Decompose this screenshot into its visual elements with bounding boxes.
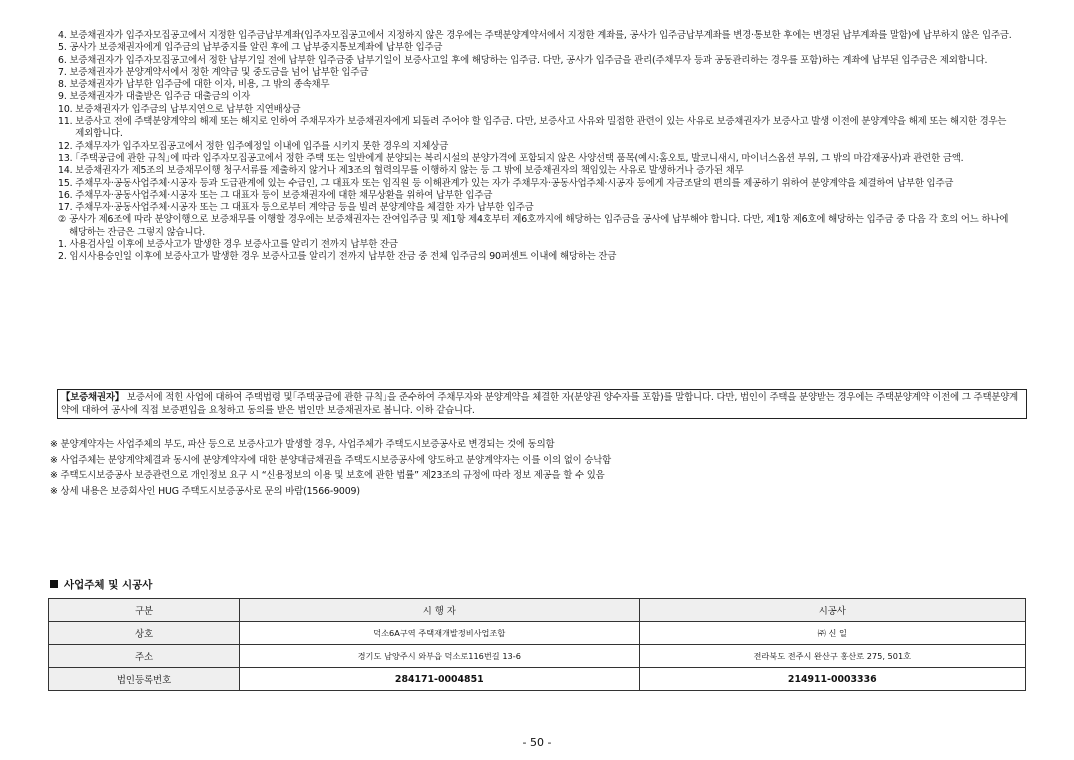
list-item xyxy=(58,214,1016,239)
item-text: 주채무자가 입주자모집공고에서 정한 입주예정일 이내에 입주를 시키지 못한 경우의 지체상금 xyxy=(75,140,449,152)
list-item xyxy=(58,141,1016,153)
list-item xyxy=(58,178,1016,190)
item-text: 보증사고 전에 주택분양계약의 해제 또는 해지로 인하여 주채무자가 보증채권자에게 되돌려 주어야 할 입주금. 다만, 보증사고 사유와 밀접한 관련이 있는 사유로 보증채권자가 보증사고 발생 이전에 분양계약을 해제 또는 해지한 경우는 제외합니다. xyxy=(75,116,1007,140)
item-number: 13. xyxy=(58,152,76,164)
item-number: 5. xyxy=(58,42,70,54)
item-number: 6. xyxy=(58,54,70,66)
list-item xyxy=(58,251,1016,263)
note-line: ※ 사업주체는 분양계약체결과 동시에 분양계약자에 대한 분양대금채권을 주택도시보증공사에 양도하고 분양계약자는 이를 이의 없이 승낙함 xyxy=(50,454,612,466)
item-text: 주채무자·공동사업주체·시공자 등과 도급관계에 있는 수급인, 그 대표자 또는 임직원 등 이해관계가 있는 자가 주채무자·공동사업주체·시공자 등에게 자금조달의 편의를 제공하기 위하여 분양계약을 체결하여 납부한 입주금 xyxy=(75,177,954,189)
item-text: 보증채권자가 제5조의 보증채무이행 청구서류를 제출하지 않거나 제3조의 협력의무를 이행하지 않는 등 그 밖에 보증채권자의 책임있는 사유로 발생하거나 증가된 채무 xyxy=(75,165,744,177)
column-header: 시공사 xyxy=(639,599,1025,622)
list-item xyxy=(58,202,1016,214)
item-text: 공사가 제6조에 따라 분양이행으로 보증채무를 이행할 경우에는 보증채권자는 잔여입주금 및 제1항 제4호부터 제6호까지에 해당하는 입주금을 공사에 납부해야 합니다. 다만, 제1항 제6호에 해당하는 입주금 중 다음 각 호의 어느 하나에 해당하는 잔금은 그렇지 않습니다. xyxy=(69,214,1009,238)
item-text: 보증채권자가 입주금의 납부지연으로 납부한 지연배상금 xyxy=(75,103,301,115)
item-text: 보증채권자가 입주자모집공고에서 지정한 입주금납부계좌(입주자모집공고에서 지정하지 않은 경우에는 주택분양계약서에서 지정한 계좌를, 공사가 입주금납부계좌를 변경·통보한 후에는 변경된 납부계좌를 말함)에 납부하지 않은 입주금. xyxy=(69,30,1012,41)
item-number: 17. xyxy=(58,202,76,214)
item-number: 16. xyxy=(58,189,76,201)
item-text: 보증채권자가 입주자모집공고에서 정한 납부기일 전에 납부한 입주금중 납부기일이 보증사고일 후에 해당하는 입주금. 다만, 공사가 입주금을 관리(주채무자 등과 공동관리하는 경우를 포함)하는 계좌에 납부된 입주금은 제외합니다. xyxy=(69,54,988,66)
item-number: 11. xyxy=(58,116,76,128)
item-text: 보증채권자가 납부한 입주금에 대한 이자, 비용, 그 밖의 종속채무 xyxy=(69,79,330,91)
item-number: 7. xyxy=(58,66,70,78)
builder-cell: 214911-0003336 xyxy=(639,668,1025,691)
builder-cell: ㈜ 신 일 xyxy=(639,622,1025,645)
list-item xyxy=(58,190,1016,202)
item-number: ② xyxy=(58,214,70,226)
table-row xyxy=(49,645,1026,668)
item-number: 15. xyxy=(58,177,76,189)
item-number: 9. xyxy=(58,91,70,103)
list-item xyxy=(58,67,1016,79)
list-item xyxy=(58,42,1016,54)
page-number: - 50 - xyxy=(522,736,552,749)
item-text: 보증채권자가 분양계약서에서 정한 계약금 및 중도금을 넘어 납부한 입주금 xyxy=(69,66,369,78)
list-item xyxy=(58,239,1016,251)
developer-cell: 284171-0004851 xyxy=(240,668,640,691)
developer-cell: 덕소6A구역 주택재개발정비사업조합 xyxy=(240,622,640,645)
note-line: ※ 분양계약자는 사업주체의 부도, 파산 등으로 보증사고가 발생할 경우, 사업주체가 주택도시보증공사로 변경되는 것에 동의함 xyxy=(50,439,555,450)
note-line: ※ 상세 내용은 보증회사인 HUG 주택도시보증공사로 문의 바람(1566-9009) xyxy=(50,485,360,497)
item-text: 보증채권자가 대출받은 입주금 대출금의 이자 xyxy=(69,91,251,103)
item-number: 2. xyxy=(58,251,70,263)
list-item xyxy=(58,30,1016,42)
item-number: 10. xyxy=(58,103,76,115)
item-number: 1. xyxy=(58,239,70,251)
column-header: 시 행 자 xyxy=(240,599,640,622)
company-info-table xyxy=(48,598,1026,691)
list-item xyxy=(58,165,1016,177)
definition-label: 【보증채권자】 xyxy=(61,392,124,403)
notes xyxy=(50,437,611,499)
column-header: 구분 xyxy=(49,599,240,622)
table-row xyxy=(49,622,1026,645)
row-label: 주소 xyxy=(49,645,240,668)
exclusion-list xyxy=(58,30,1016,264)
list-item xyxy=(58,116,1016,141)
item-text: 주채무자·공동사업주체·시공자 또는 그 대표자 등으로부터 계약금 등을 빌려 분양계약을 체결한 자가 납부한 입주금 xyxy=(75,202,534,214)
item-text: 사용검사일 이후에 보증사고가 발생한 경우 보증사고를 알리기 전까지 납부한 잔금 xyxy=(69,239,398,251)
item-text: 주채무자·공동사업주체·시공자 또는 그 대표자 등이 보증채권자에 대한 채무상환을 위하여 납부한 입주금 xyxy=(75,189,493,201)
definition-box xyxy=(57,389,1027,419)
table-header-row xyxy=(49,599,1026,622)
table-row xyxy=(49,668,1026,691)
item-number: 4. xyxy=(58,30,70,41)
row-label: 상호 xyxy=(49,622,240,645)
definition-text: 보증서에 적힌 사업에 대하여 주택법령 및｢주택공급에 관한 규칙｣을 준수하여 주채무자와 분양계약을 체결한 자(분양권 양수자를 포함)를 말합니다. 다만, 법인이 주택을 분양받는 경우에는 주택분양계약 이전에 그 주택분양계약에 대하여 공사에 직접 보증편입을 요청하고 동의를 받은 법인만 보증채권자로 봅니다. 이하 같습니다. xyxy=(61,392,1019,416)
list-item xyxy=(58,55,1016,67)
section-heading xyxy=(50,577,152,592)
section-title: 사업주체 및 시공사 xyxy=(64,579,153,591)
square-bullet-icon xyxy=(50,580,58,588)
item-text: ｢주택공급에 관한 규칙｣에 따라 입주자모집공고에서 정한 주택 또는 일반에게 분양되는 복리시설의 분양가격에 포함되지 않은 사양선택 품목(예시:홈오토, 발코니새시, 마이너스옵션 부위, 그 밖의 마감재공사)과 관련한 금액. xyxy=(75,152,964,164)
builder-cell: 전라북도 전주시 완산구 홍산로 275, 501호 xyxy=(639,645,1025,668)
row-label: 법인등록번호 xyxy=(49,668,240,691)
item-text: 공사가 보증채권자에게 입주금의 납부중지를 알린 후에 그 납부중지통보계좌에 납부한 입주금 xyxy=(69,42,443,54)
list-item xyxy=(58,79,1016,91)
developer-cell: 경기도 남양주시 와부읍 덕소로116번길 13-6 xyxy=(240,645,640,668)
list-item xyxy=(58,104,1016,116)
item-number: 12. xyxy=(58,140,76,152)
item-number: 14. xyxy=(58,165,76,177)
note-line: ※ 주택도시보증공사 보증관련으로 개인정보 요구 시 “신용정보의 이용 및 보호에 관한 법률” 제23조의 규정에 따라 정보 제공을 할 수 있음 xyxy=(50,470,605,481)
list-item xyxy=(58,91,1016,103)
list-item xyxy=(58,153,1016,165)
item-text: 임시사용승인일 이후에 보증사고가 발생한 경우 보증사고를 알리기 전까지 납부한 잔금 중 전체 입주금의 90퍼센트 이내에 해당하는 잔금 xyxy=(69,251,617,263)
item-number: 8. xyxy=(58,79,70,91)
